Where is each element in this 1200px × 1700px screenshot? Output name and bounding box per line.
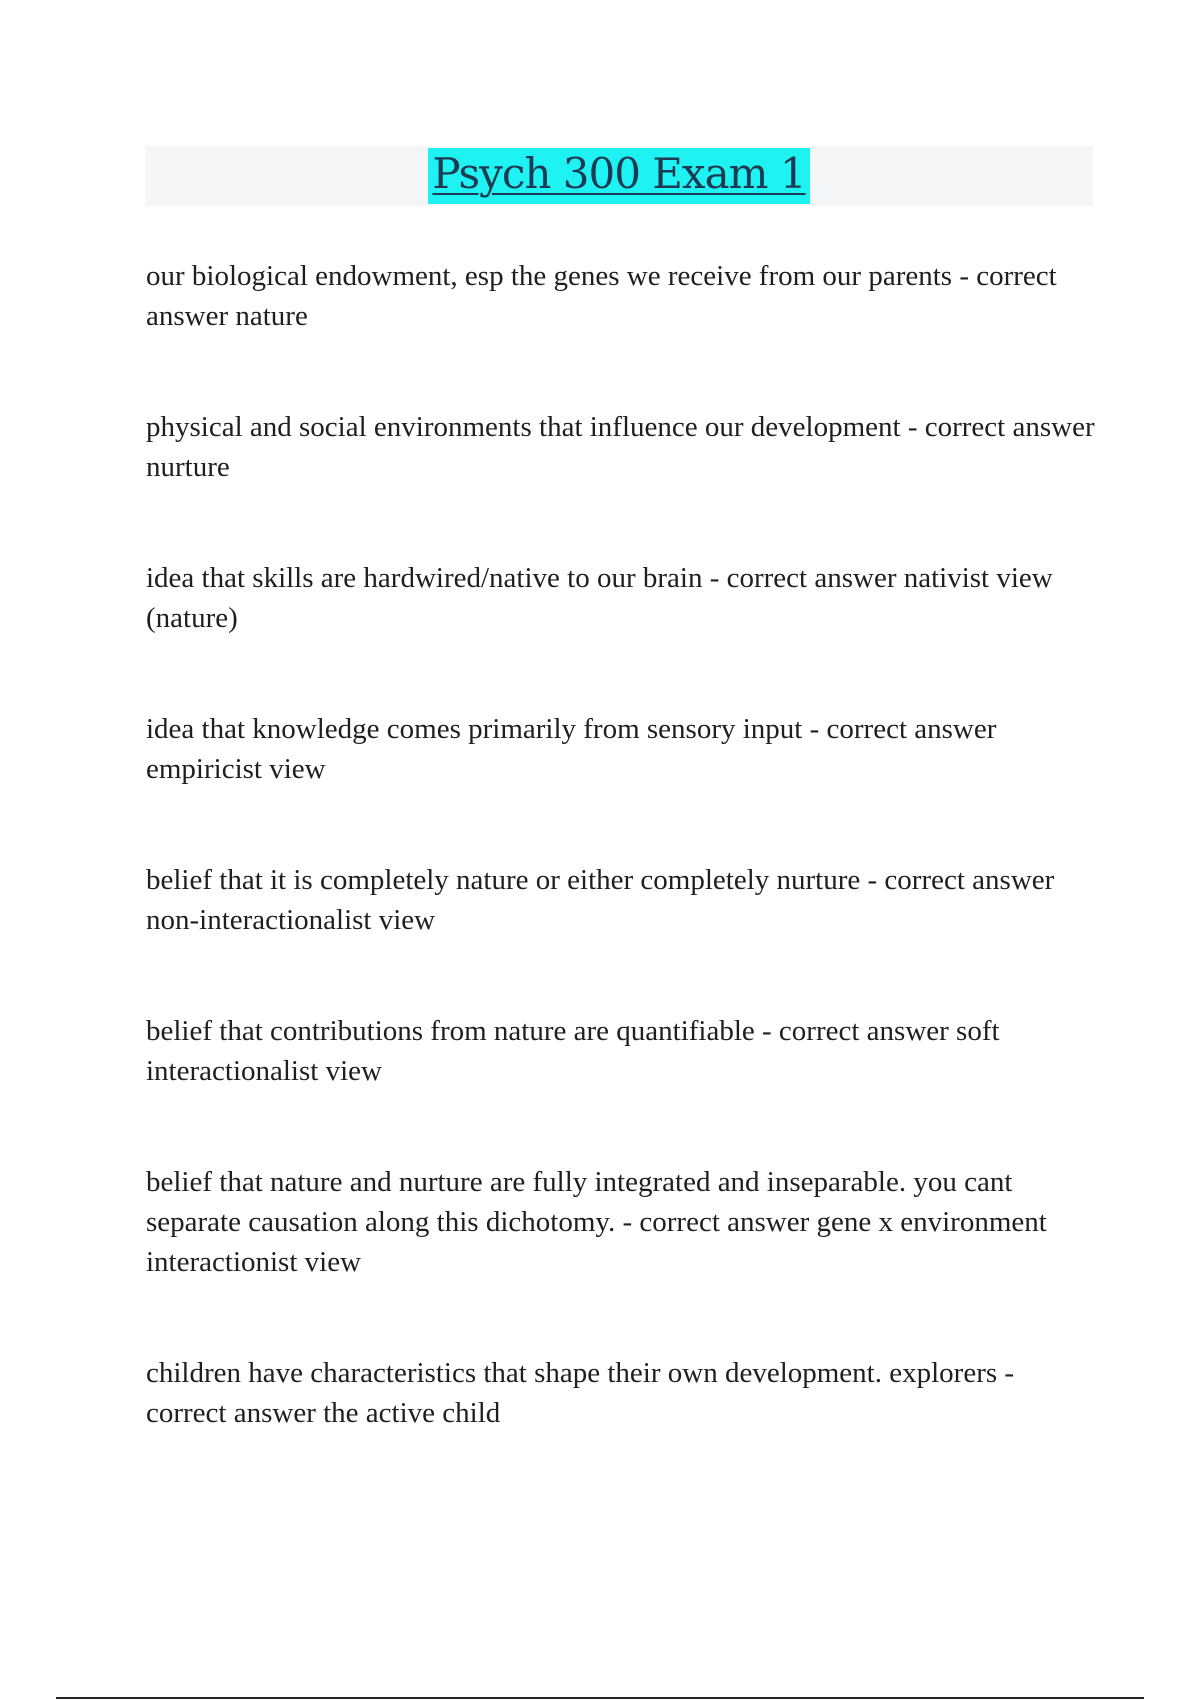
qa-item: belief that it is completely nature or either completely nurture - correct answer non-interactionalist view: [146, 864, 1055, 936]
qa-item: children have characteristics that shape their own development. explorers - correct answer the active child: [146, 1357, 1015, 1429]
qa-item: belief that contributions from nature are quantifiable - correct answer soft interactionalist view: [146, 1015, 1000, 1087]
qa-list: [146, 256, 1096, 1504]
footer-rule: [56, 1697, 1144, 1699]
qa-item: belief that nature and nurture are fully integrated and inseparable. you cant separate causation along this dichotomy. - correct answer gene x environment interactionist view: [146, 1166, 1047, 1278]
qa-item: idea that knowledge comes primarily from sensory input - correct answer empiricist view: [146, 713, 997, 785]
qa-item: our biological endowment, esp the genes we receive from our parents - correct answer nature: [146, 260, 1057, 332]
qa-item: idea that skills are hardwired/native to our brain - correct answer nativist view (nature): [146, 562, 1053, 634]
title-band: [145, 146, 1093, 206]
document-title: Psych 300 Exam 1: [428, 148, 809, 204]
qa-item: physical and social environments that influence our development - correct answer nurture: [146, 411, 1095, 483]
